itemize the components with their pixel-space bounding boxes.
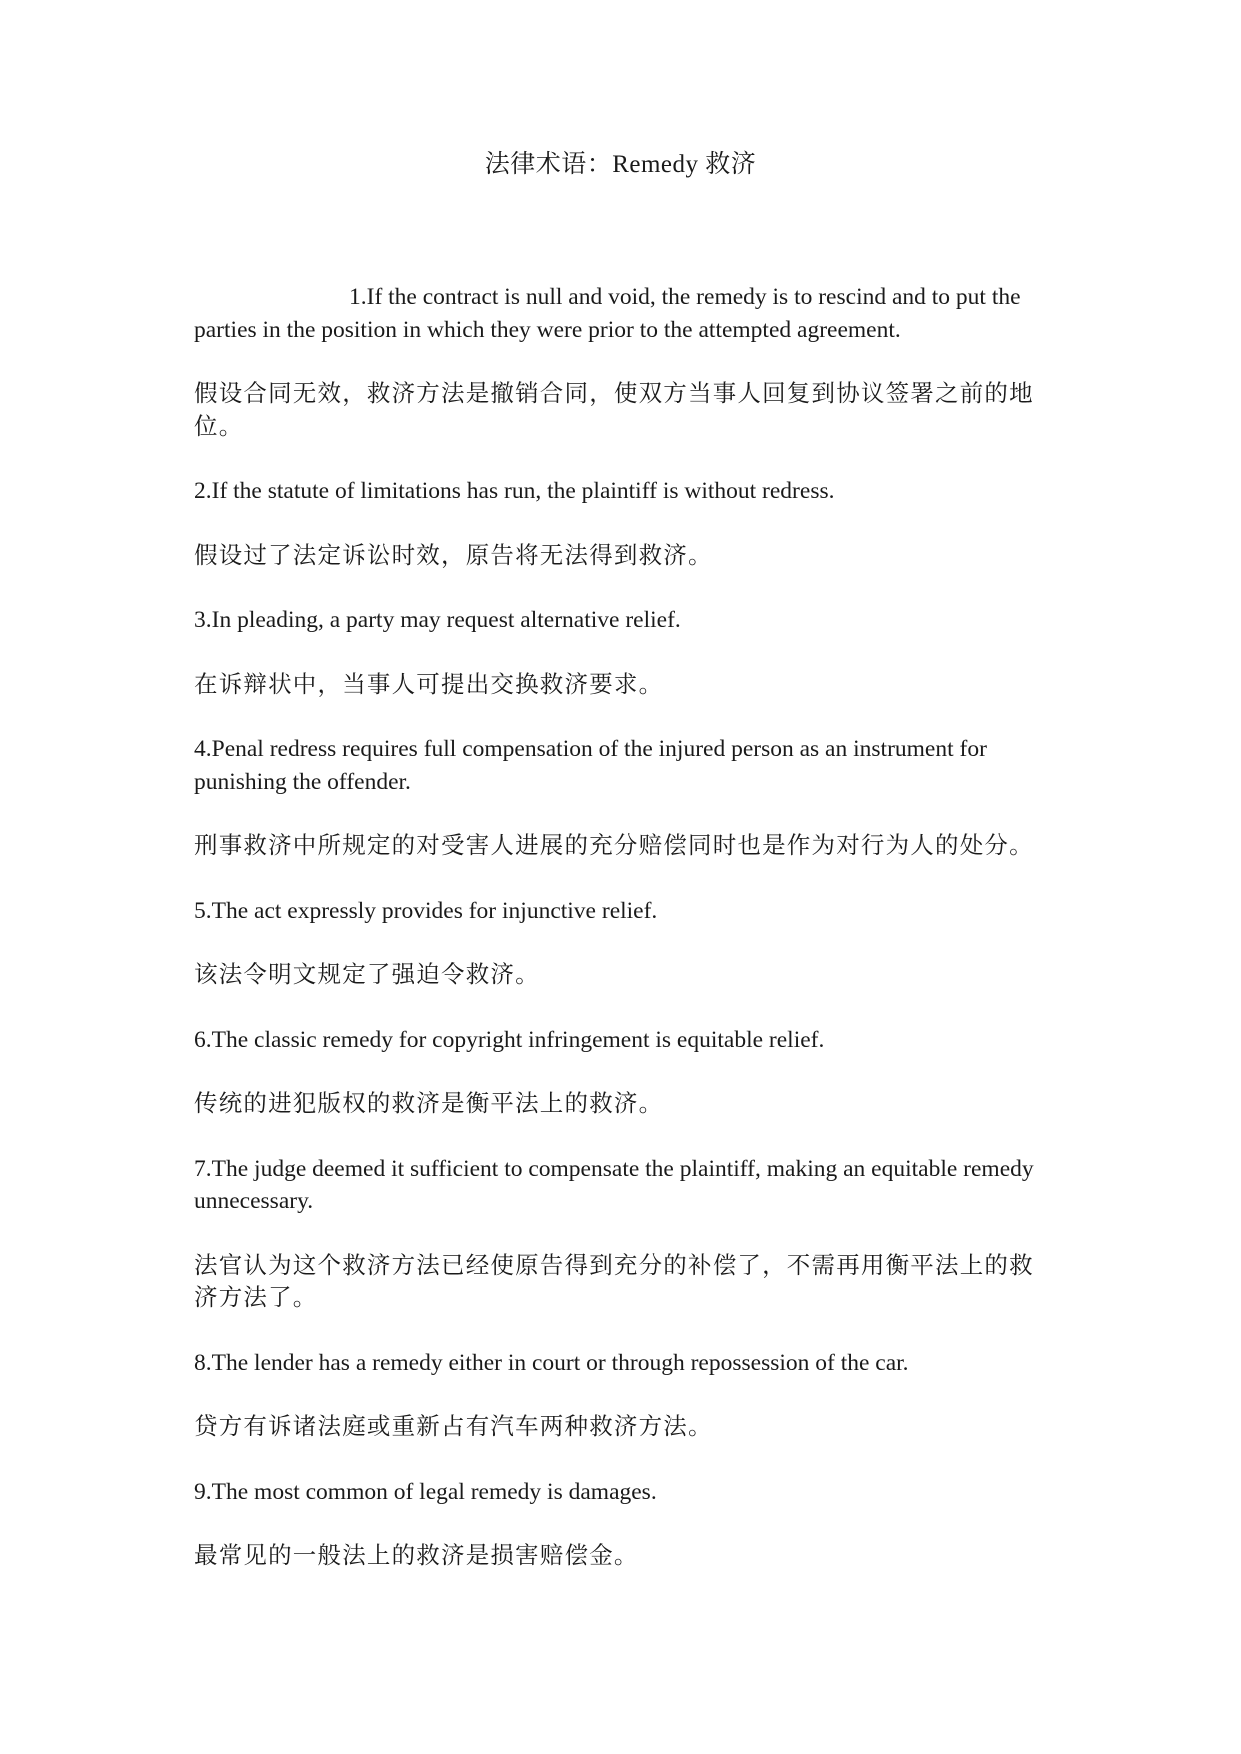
item-8-english: 8.The lender has a remedy either in court or through repossession of the car. [194,1349,909,1376]
item-7-chinese: 法官认为这个救济方法已经使原告得到充分的补偿了，不需再用衡平法上的救济方法了。 [194,1252,1034,1311]
item-1-chinese: 假设合同无效，救济方法是撤销合同，使双方当事人回复到协议签署之前的地位。 [194,381,1034,440]
item-2-chinese: 假设过了法定诉讼时效，原告将无法得到救济。 [194,542,713,569]
item-2-english: 2.If the statute of limitations has run, the plaintiff is without redress. [194,478,835,504]
document-body [194,281,1054,1605]
item-9-chinese: 最常见的一般法上的救济是损害赔偿金。 [194,1543,639,1569]
item-4-english: 4.Penal redress requires full compensation of the injured person as an instrument for punishing the offender. [194,736,987,795]
item-6-chinese: 传统的进犯版权的救济是衡平法上的救济。 [194,1091,664,1117]
item-4-chinese: 刑事救济中所规定的对受害人进展的充分赔偿同时也是作为对行为人的处分。 [194,833,1034,859]
item-3-english: 3.In pleading, a party may request alternative relief. [194,607,681,633]
item-1-english: 1.If the contract is null and void, the remedy is to rescind and to put the parties in the position in which they were prior to the attempted agreement. [194,284,1021,343]
item-7-english: 7.The judge deemed it sufficient to compensate the plaintiff, making an equitable remedy unnecessary. [194,1155,1034,1214]
item-3-chinese: 在诉辩状中，当事人可提出交换救济要求。 [194,671,664,698]
item-5-english: 5.The act expressly provides for injunctive relief. [194,897,658,924]
document-title: 法律术语：Remedy 救济 [484,151,757,178]
item-5-chinese: 该法令明文规定了强迫令救济。 [194,962,540,988]
item-9-english: 9.The most common of legal remedy is damages. [194,1478,657,1505]
item-6-english: 6.The classic remedy for copyright infringement is equitable relief. [194,1026,825,1053]
item-8-chinese: 贷方有诉诸法庭或重新占有汽车两种救济方法。 [194,1414,713,1440]
